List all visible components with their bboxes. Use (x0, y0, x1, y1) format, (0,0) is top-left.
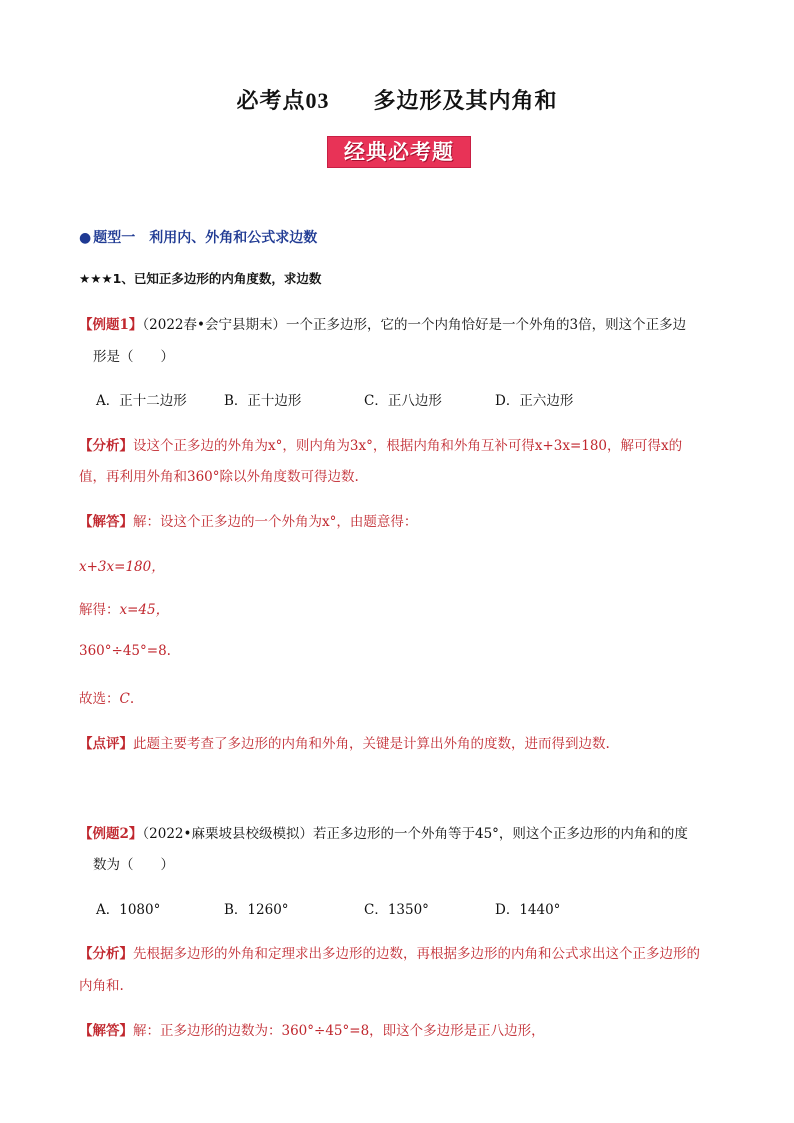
example1-step2-prefix: 解得： (79, 602, 120, 618)
example1-analysis-tag: 【分析】 (79, 438, 133, 454)
example1-step2-value: x=45， (119, 602, 170, 618)
classic-banner: 经典必考题 (327, 136, 471, 168)
example1-analysis-line1 (79, 434, 682, 454)
section-title: 利用内、外角和公式求边数 (149, 230, 318, 246)
example1-answer-line (79, 510, 417, 530)
example1-answer-tag: 【解答】 (79, 514, 133, 530)
example1-comment-text: 此题主要考查了多边形的内角和外角，关键是计算出外角的度数，进而得到边数. (133, 736, 610, 752)
example1-comment (79, 732, 610, 752)
example2-analysis-line1 (79, 942, 700, 962)
example1-answer-lead: 解：设这个正多边的一个外角为x°，由题意得： (133, 514, 418, 530)
example2-answer-lead: 解：正多边形的边数为：360°÷45°=8，即这个多边形是正八边形， (133, 1023, 545, 1039)
example1-comment-tag: 【点评】 (79, 736, 133, 752)
example1-choice-value: C (119, 691, 130, 707)
subsection-heading: ★★★1、已知正多边形的内角度数，求边数 (79, 271, 322, 286)
example1-analysis-line2: 值，再利用外角和360°除以外角度数可得边数. (79, 469, 359, 485)
example1-choice-suffix: . (129, 691, 135, 707)
example1-choice-prefix: 故选： (79, 691, 120, 707)
example2-analysis-line2: 内角和. (79, 978, 124, 994)
example1-step1: x+3x=180， (79, 559, 165, 575)
example2-tag: 【例题2】 (79, 826, 143, 842)
example2-answer-tag: 【解答】 (79, 1023, 133, 1039)
example1-choice (79, 687, 134, 707)
example2-question-line2: 数为（ ） (93, 857, 174, 873)
title-number: 必考点03 (236, 88, 330, 113)
example2-analysis-text1: 先根据多边形的外角和定理求出多边形的边数，再根据多边形的内角和公式求出这个正多边形的 (133, 946, 700, 962)
example2-option-b: B．1260° (224, 902, 289, 918)
example2-option-a: A．1080° (96, 902, 161, 918)
section-heading (79, 227, 317, 247)
section-label: 题型一 (93, 230, 136, 246)
example2-option-c: C．1350° (364, 902, 429, 918)
bullet-icon: ● (79, 230, 92, 246)
example2-analysis-tag: 【分析】 (79, 946, 133, 962)
page-title (0, 84, 794, 115)
example1-analysis-text1: 设这个正多边的外角为x°，则内角为3x°，根据内角和外角互补可得x+3x=180，解可得x的 (133, 438, 683, 454)
example2-option-d: D．1440° (495, 902, 561, 918)
example1-tag: 【例题1】 (79, 317, 143, 333)
example2-question-line1 (79, 822, 688, 842)
example1-question-text1: （2022春•会宁县期末）一个正多边形，它的一个内角恰好是一个外角的3倍，则这个正多边 (142, 317, 687, 333)
example1-option-b: B．正十边形 (224, 393, 302, 409)
title-text: 多边形及其内角和 (373, 89, 558, 114)
example2-answer-line (79, 1019, 545, 1039)
example1-step2 (79, 598, 169, 618)
example1-question-line2: 形是（ ） (93, 349, 174, 365)
example1-option-a: A．正十二边形 (96, 393, 187, 409)
example1-option-d: D．正六边形 (495, 393, 574, 409)
example1-option-c: C．正八边形 (364, 393, 442, 409)
example2-question-text1: （2022•麻栗坡县校级模拟）若正多边形的一个外角等于45°，则这个正多边形的内角和的度 (142, 826, 688, 842)
example1-question-line1 (79, 313, 686, 333)
example1-step3: 360°÷45°=8. (79, 643, 171, 659)
